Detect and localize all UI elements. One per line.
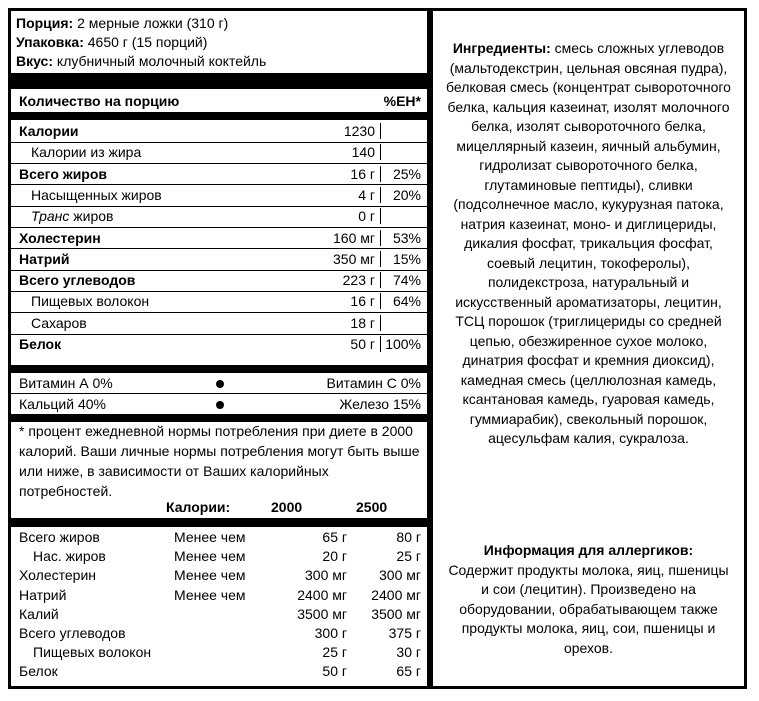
- reference-row: [11, 565, 427, 585]
- medium-divider: [11, 518, 427, 527]
- taste-line: Вкус: клубничный молочный коктейль: [16, 53, 267, 69]
- nutrient-row: [11, 270, 427, 290]
- allergy-info: [445, 541, 732, 658]
- column-separator: [380, 230, 381, 246]
- medium-divider: [11, 112, 427, 120]
- nutrient-row: [11, 313, 427, 333]
- nutrient-amount: 16 г: [350, 293, 375, 310]
- column-separator: [380, 166, 381, 182]
- portion-line: Порция: 2 мерные ложки (310 г): [16, 15, 229, 31]
- allergy-text: Содержит продукты молока, яиц, пшеницы и сои (лецитин). Произведено на оборудовании, обрабатывающем также продукты молока, яиц, сои, пшеницы и орехов.: [448, 561, 729, 656]
- bullet-icon: [216, 380, 224, 388]
- reference-value-2500: 375 г: [388, 625, 421, 641]
- nutrient-name: Всего жиров: [19, 165, 108, 182]
- reference-name: Калий: [19, 605, 59, 622]
- ingredients-panel: [433, 11, 744, 686]
- column-separator: [380, 272, 381, 288]
- reference-value-2000: 300 г: [314, 625, 347, 641]
- column-separator: [380, 123, 381, 139]
- nutrient-row: [11, 142, 427, 162]
- nutrient-row: [11, 206, 427, 226]
- nutrient-amount: 16 г: [350, 165, 375, 182]
- nutrition-label: [8, 8, 747, 689]
- nutrient-amount: 350 мг: [333, 250, 375, 267]
- nutrient-row: [11, 228, 427, 248]
- nutrient-amount: 0 г: [358, 208, 375, 225]
- nutrient-name: Сахаров: [31, 314, 87, 331]
- reference-value-2000: 2400 мг: [297, 586, 347, 603]
- bullet-icon: [216, 401, 224, 409]
- nutrient-amount: 4 г: [358, 186, 375, 203]
- reference-row: [11, 623, 427, 643]
- nutrient-amount: 1230: [343, 123, 375, 139]
- column-separator: [380, 187, 381, 203]
- reference-value-2000: 65 г: [322, 529, 347, 545]
- reference-row: [11, 604, 427, 624]
- vitamin-row: Кальций 40% Железо 15%: [19, 396, 421, 412]
- reference-name: Белок: [19, 663, 58, 680]
- nutrient-percent: 53%: [392, 229, 421, 246]
- nutrient-percent: 25%: [392, 165, 421, 182]
- reference-value-2500: 25 г: [396, 548, 421, 565]
- reference-condition: Менее чем: [174, 586, 246, 603]
- nutrient-percent: 20%: [392, 186, 421, 203]
- nutrient-row: [11, 249, 427, 269]
- nutrient-row: [11, 164, 427, 184]
- reference-header: Калории: 2000 2500: [166, 499, 388, 515]
- reference-row: [11, 585, 427, 605]
- reference-value-2500: 3500 мг: [371, 605, 421, 622]
- reference-name: Натрий: [19, 586, 67, 603]
- nutrient-row: [11, 334, 427, 354]
- nutrient-name: Насыщенных жиров: [31, 186, 162, 203]
- reference-name: Пищевых волокон: [33, 644, 152, 661]
- nutrient-name: [31, 206, 113, 226]
- reference-name: Холестерин: [19, 567, 96, 584]
- column-separator: [380, 315, 381, 331]
- nutrient-amount: 160 мг: [333, 229, 375, 246]
- nutrient-name: Калории: [19, 123, 79, 139]
- reference-row: [11, 546, 427, 566]
- nutrient-percent: 15%: [392, 250, 421, 267]
- allergy-title: Информация для аллергиков:: [483, 542, 694, 558]
- column-separator: [380, 336, 381, 352]
- nutrient-name: Натрий: [19, 250, 70, 267]
- nutrient-name: Всего углеводов: [19, 272, 136, 289]
- thick-divider: [11, 73, 427, 89]
- nutrient-row: [11, 121, 427, 141]
- nutrient-name: Холестерин: [19, 229, 101, 246]
- nutrient-name: Белок: [19, 336, 62, 352]
- nutrient-row: [11, 291, 427, 311]
- nutrient-amount: 223 г: [342, 272, 375, 289]
- reference-value-2000: 300 мг: [305, 567, 347, 584]
- reference-condition: Менее чем: [174, 529, 246, 545]
- reference-value-2000: 50 г: [322, 663, 347, 680]
- nutrient-row: [11, 185, 427, 205]
- nutrition-facts-panel: [11, 11, 427, 686]
- reference-value-2500: 80 г: [396, 529, 421, 545]
- column-separator: [380, 144, 381, 160]
- medium-divider: [11, 365, 427, 373]
- vitamin-row: Витамин А 0% Витамин С 0%: [19, 375, 421, 391]
- reference-value-2000: 20 г: [322, 548, 347, 565]
- reference-value-2500: 2400 мг: [371, 586, 421, 603]
- reference-value-2500: 300 мг: [379, 567, 421, 584]
- reference-value-2000: 3500 мг: [297, 605, 347, 622]
- reference-name: Всего углеводов: [19, 625, 126, 641]
- nutrient-name-rest: жиров: [69, 208, 114, 225]
- footnote: * процент ежедневной нормы потребления при диете в 2000 калорий. Ваши личные нормы потребления могут быть выше или ниже, в зависимости от Ваших калорийных потребностей.: [19, 423, 420, 499]
- column-separator: [380, 251, 381, 267]
- reference-value-2500: 30 г: [396, 644, 421, 661]
- reference-condition: Менее чем: [174, 567, 246, 584]
- nutrient-name-italic: Транс: [31, 208, 70, 225]
- reference-row: [11, 527, 427, 547]
- nutrient-amount: 18 г: [350, 314, 375, 331]
- ingredients-text: Ингредиенты: смесь сложных углеводов (мальтодекстрин, цельная овсяная пудра), белковая смесь (концентрат сывороточного белка, кальция казеинат, изолят молочного белка, изолят сывороточного белка, мицеллярный казеин, яичный альбумин, гидролизат сывороточного белка, глутаминовые пептиды), сливки (подсолнечное масло, кукурузная патока, натрия казеинат, моно- и диглицериды, дикалия фосфат, трикальция фосфат, соевый лецитин, токоферолы), полидекстроза, натуральный и искусственный ароматизаторы, лецитин, ТСЦ порошок (триглицериды со средней цепью, обезжиренное сухое молоко, динатрия фосфат и кремния диоксид), камедная смесь (целлюлозная камедь, ксантановая камедь, гуаровая камедь, гуммиарабик), свекольный порошок, ацесульфам калия, сукралоза.: [446, 40, 731, 446]
- reference-row: [11, 661, 427, 681]
- package-line: Упаковка: 4650 г (15 порций): [16, 34, 208, 50]
- nutrient-percent: 100%: [385, 336, 421, 352]
- nutrient-name: Калории из жира: [31, 144, 142, 161]
- nutrient-name: Пищевых волокон: [31, 293, 150, 310]
- reference-value-2000: 25 г: [322, 644, 347, 661]
- nutrient-amount: 50 г: [350, 336, 375, 352]
- reference-value-2500: 65 г: [396, 663, 421, 680]
- amount-header: Количество на порцию %ЕН*: [19, 93, 421, 109]
- nutrient-percent: 74%: [392, 272, 421, 289]
- reference-name: Всего жиров: [19, 529, 100, 545]
- nutrient-percent: 64%: [392, 293, 421, 310]
- column-separator: [380, 293, 381, 309]
- nutrient-amount: 140: [351, 144, 375, 161]
- reference-name: Нас. жиров: [33, 548, 106, 565]
- column-separator: [380, 208, 381, 224]
- reference-condition: Менее чем: [174, 548, 246, 565]
- reference-row: [11, 642, 427, 662]
